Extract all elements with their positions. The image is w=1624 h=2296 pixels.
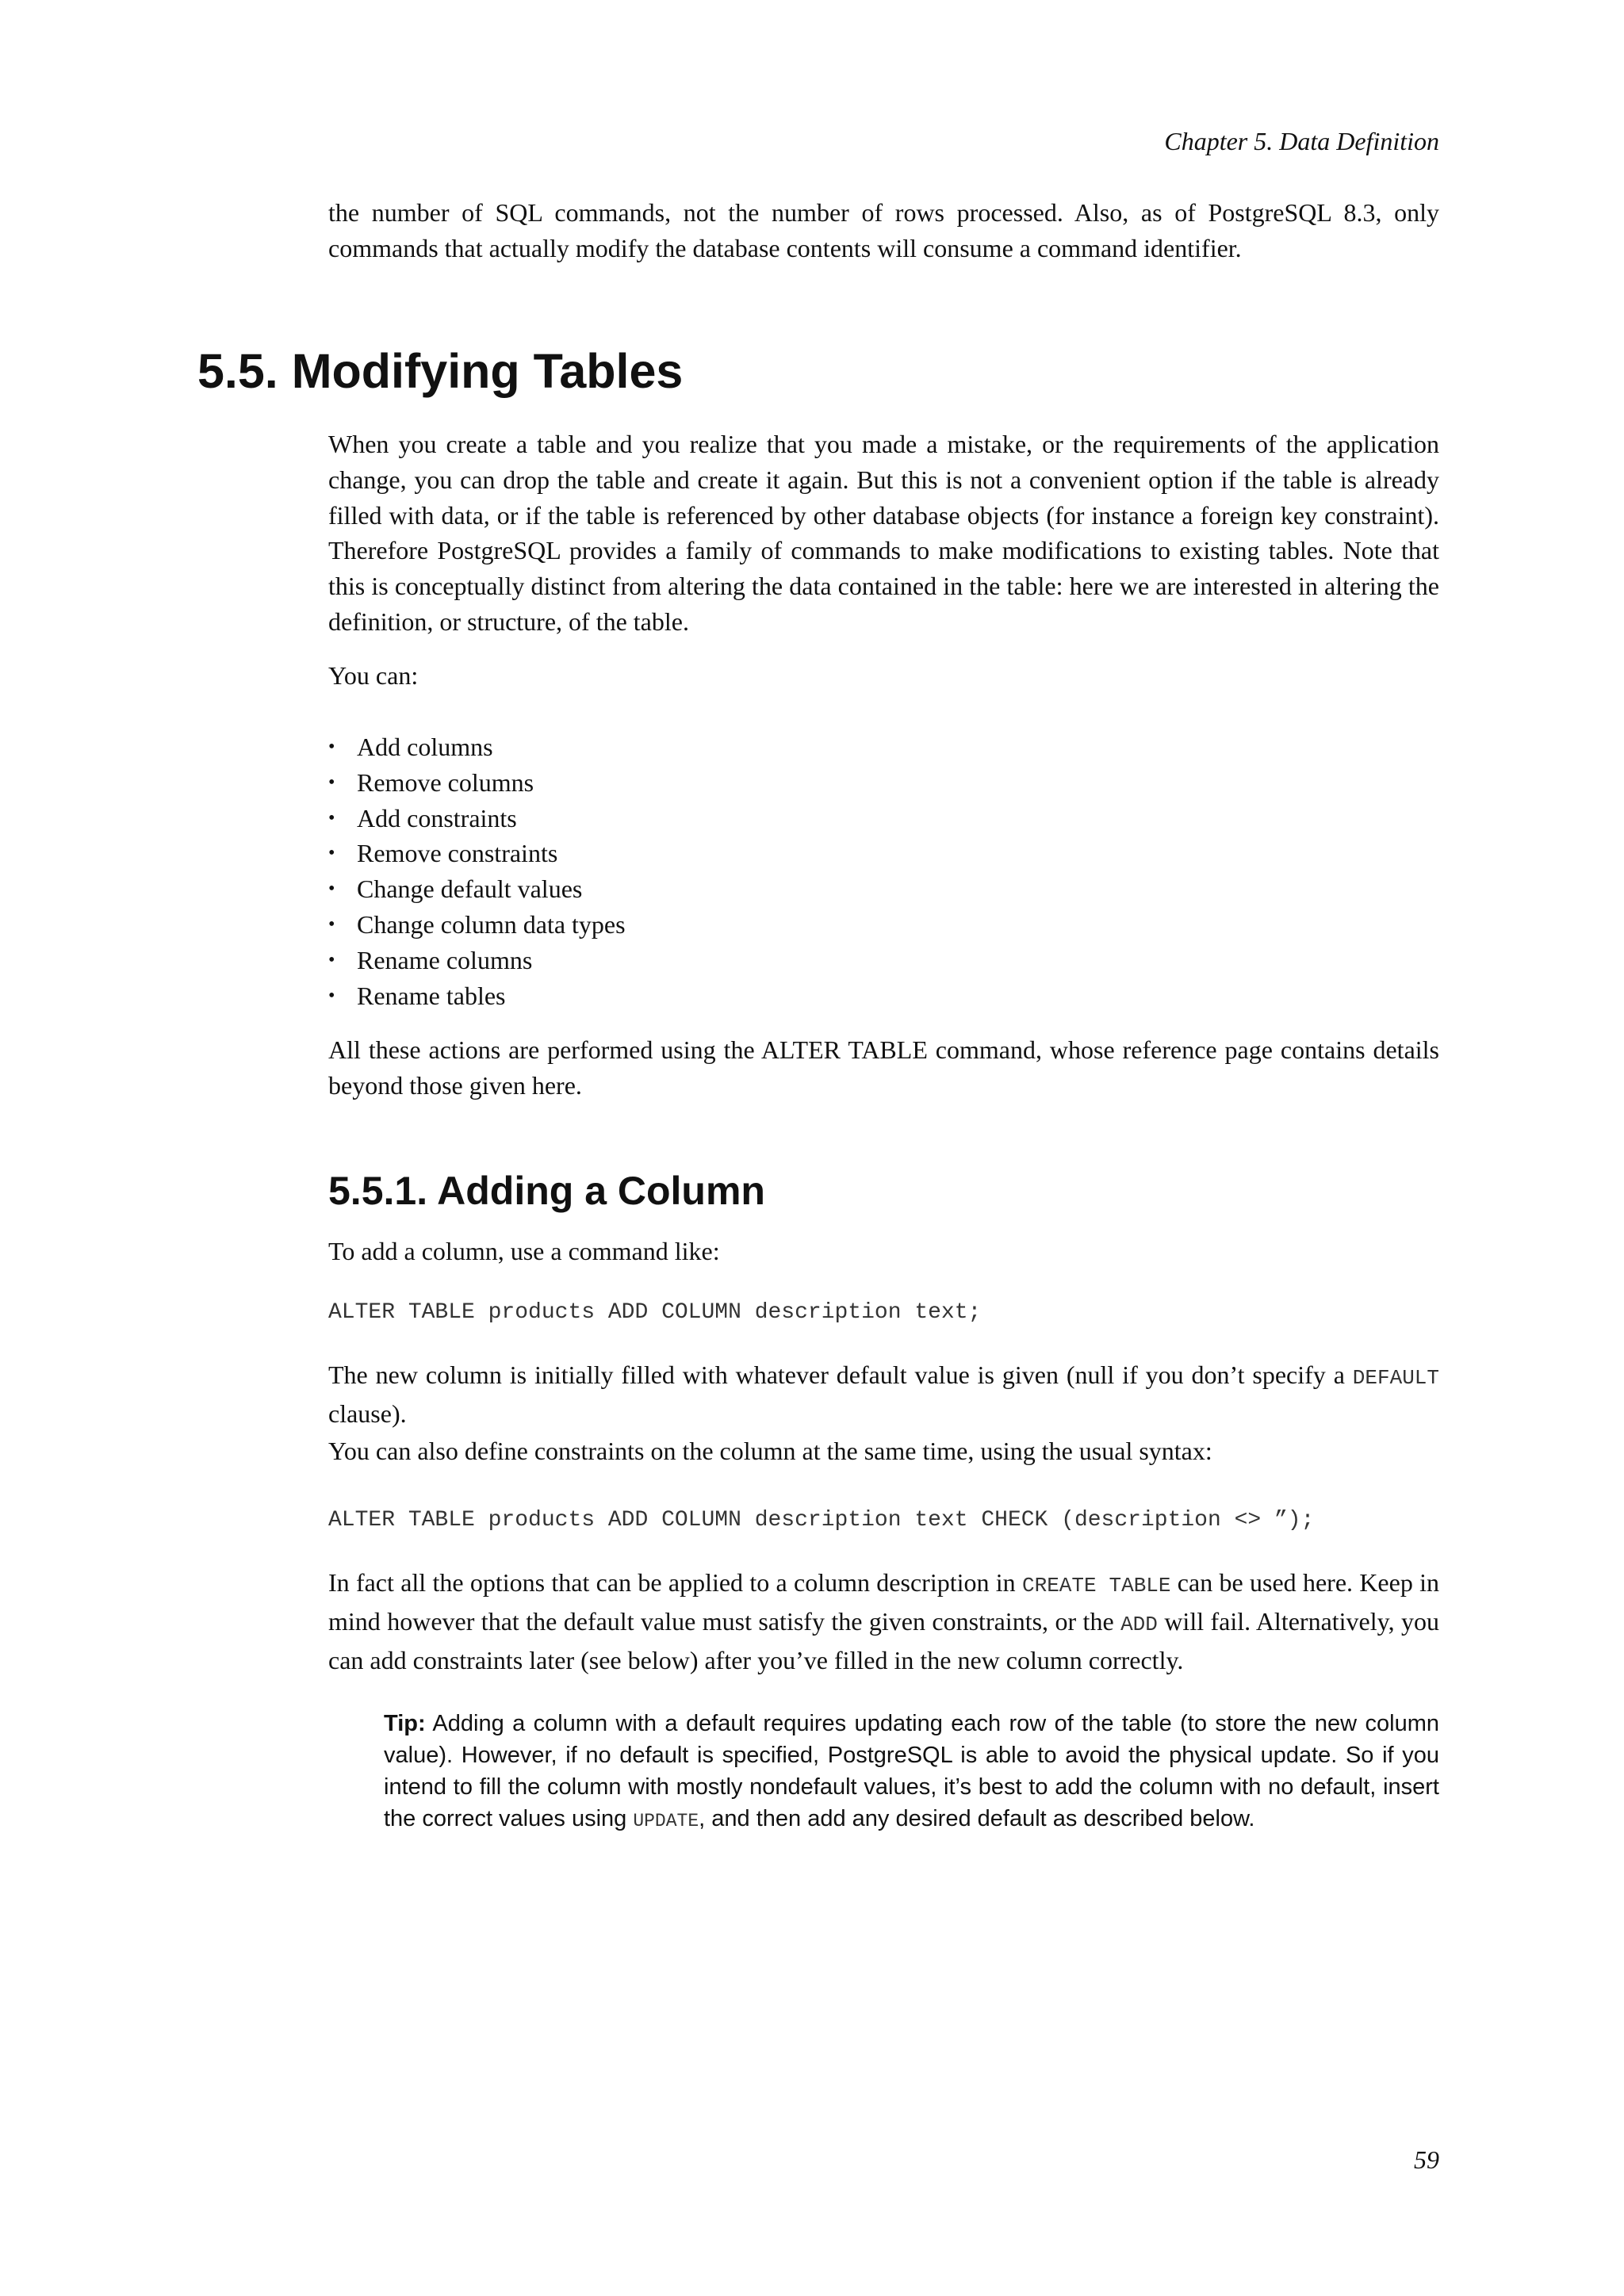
bullet-icon: • <box>328 843 335 864</box>
tip-label: Tip: <box>384 1711 426 1736</box>
list-item: • Add constraints <box>328 801 1439 836</box>
section-title: 5.5. Modifying Tables <box>197 344 684 398</box>
code-example-add-column: ALTER TABLE products ADD COLUMN description text; <box>328 1300 982 1325</box>
bullet-icon: • <box>328 737 335 757</box>
list-item: • Change column data types <box>328 907 1439 943</box>
inline-code: CREATE TABLE <box>1021 1574 1171 1598</box>
list-item: • Change default values <box>328 871 1439 907</box>
section-paragraph-2: All these actions are performed using the ALTER TABLE command, whose reference page contains details beyond those given here. <box>328 1035 1439 1100</box>
you-can-paragraph: You can: <box>328 661 419 690</box>
subsection-paragraph-2: The new column is initially filled with whatever default value is given (null if you don’t specify a DEFAULT clause). <box>328 1360 1439 1428</box>
subsection-paragraph-4: In fact all the options that can be applied to a column description in CREATE TABLE can be used here. Keep in mind however that the default value must satisfy the given constraints, or the ADD will fail. Alternatively, you can add constraints later (see below) after you’ve filled in the new column correctly. <box>328 1568 1440 1674</box>
list-item: • Rename tables <box>328 978 1439 1014</box>
inline-code: DEFAULT <box>1352 1366 1439 1390</box>
inline-code: ADD <box>1120 1612 1158 1636</box>
running-header: Chapter 5. Data Definition <box>1164 127 1439 155</box>
bullet-icon: • <box>328 771 335 793</box>
subsection-paragraph-3: You can also define constraints on the column at the same time, using the usual syntax: <box>328 1437 1212 1465</box>
bullet-icon: • <box>328 807 335 828</box>
tip-box: Tip: Adding a column with a default requires updating each row of the table (to store the new column value). However, if no default is specified, PostgreSQL is able to avoid the physical update. So if you intend to fill the column with mostly nondefault values, it’s best to add the column with no default, insert the correct values using UPDATE, and then add any desired default as described below. <box>384 1711 1439 1831</box>
code-example-check-constraint: ALTER TABLE products ADD COLUMN description text CHECK (description <> ”); <box>328 1508 1315 1533</box>
subsection-paragraph-1: To add a column, use a command like: <box>328 1237 720 1265</box>
modification-list <box>328 729 1439 1013</box>
bullet-icon: • <box>328 878 335 900</box>
intro-paragraph: the number of SQL commands, not the number of rows processed. Also, as of PostgreSQL 8.3, only commands that actually modify the database contents will consume a command identifier. <box>328 198 1439 262</box>
bullet-icon: • <box>328 913 335 935</box>
list-item: • Rename columns <box>328 943 1439 978</box>
page-number: 59 <box>1414 2145 1439 2174</box>
bullet-icon: • <box>328 985 335 1006</box>
subsection-title: 5.5.1. Adding a Column <box>328 1169 765 1213</box>
list-item: • Add columns <box>328 729 1439 765</box>
bullet-icon: • <box>328 949 335 970</box>
list-item: • Remove constraints <box>328 836 1439 871</box>
section-paragraph-1: When you create a table and you realize that you made a mistake, or the requirements of the application change, you can drop the table and create it again. But this is not a convenient option if the table is already filled with data, or if the table is referenced by other database objects (for instance a foreign key constraint). Therefore PostgreSQL provides a family of commands to make modifications to existing tables. Note that this is conceptually distinct from altering the data contained in the table: here we are interested in altering the definition, or structure, of the table. <box>328 430 1439 636</box>
list-item: • Remove columns <box>328 765 1439 801</box>
inline-code: UPDATE <box>633 1811 699 1831</box>
